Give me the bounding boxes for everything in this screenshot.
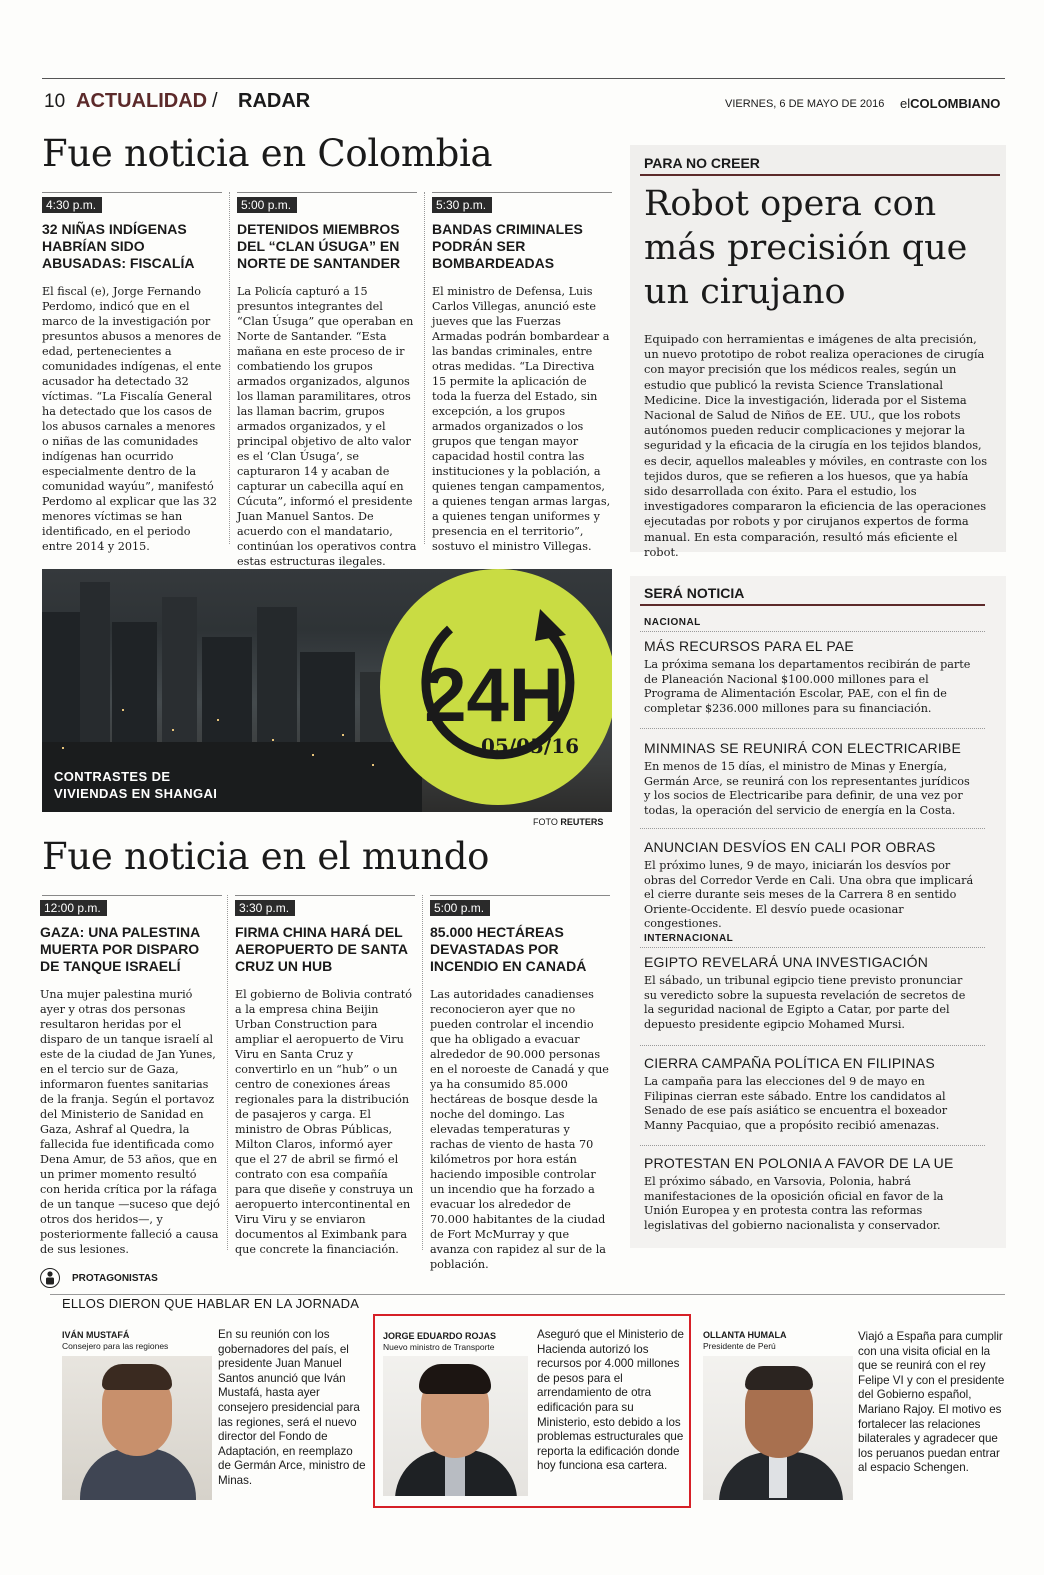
person-2-photo bbox=[383, 1356, 528, 1496]
badge-24h-text: 24H bbox=[424, 653, 564, 738]
story-time: 5:00 p.m. bbox=[237, 197, 297, 213]
brand-name: COLOMBIANO bbox=[910, 96, 1001, 111]
sera-item-headline: CIERRA CAMPAÑA POLÍTICA EN FILIPINAS bbox=[644, 1055, 935, 1071]
sera-item-headline: EGIPTO REVELARÁ UNA INVESTIGACIÓN bbox=[644, 954, 929, 970]
sera-item-5 bbox=[644, 1055, 974, 1133]
section-name: ACTUALIDAD bbox=[76, 90, 208, 112]
protagonistas-rule bbox=[50, 1294, 1005, 1295]
page-number: 10 bbox=[44, 91, 66, 112]
caption-line-1: CONTRASTES DE bbox=[54, 769, 171, 784]
person-2-text: Aseguró que el Ministerio de Hacienda autorizó los recursos por 4.000 millones de pesos para el arrendamiento de otra edificación para su Ministerio, esto debido a los problemas estructurales que reporta la edificación donde hoy funciona esa cartera. bbox=[537, 1328, 684, 1473]
person-3-text: Viajó a España para cumplir con una visita oficial en la que se reunirá con el rey Felipe VI y con el presidente del Gobierno español, Mariano Rajoy. El motivo es fortalecer las relaciones bilaterales y agradecer que los peruanos puedan entrar al espacio Schengen. bbox=[858, 1330, 1005, 1475]
story-time: 12:00 p.m. bbox=[40, 900, 107, 916]
sera-item-headline: MINMINAS SE REUNIRÁ CON ELECTRICARIBE bbox=[644, 740, 961, 756]
divider bbox=[640, 947, 985, 948]
sera-item-headline: ANUNCIAN DESVÍOS EN CALI POR OBRAS bbox=[644, 839, 936, 855]
story-headline: FIRMA CHINA HARÁ DEL AEROPUERTO DE SANTA CRUZ UN HUB bbox=[235, 924, 408, 974]
sera-item-headline: PROTESTAN EN POLONIA A FAVOR DE LA UE bbox=[644, 1155, 954, 1171]
photo-credit bbox=[533, 817, 603, 827]
story-headline: 32 NIÑAS INDÍGENAS HABRÍAN SIDO ABUSADAS: FISCALÍA bbox=[42, 221, 195, 271]
person-3-name: OLLANTA HUMALA bbox=[703, 1330, 787, 1340]
person-1-role: Consejero para las regiones bbox=[62, 1341, 169, 1351]
sera-noticia-rule bbox=[640, 604, 985, 606]
colombia-story-3 bbox=[432, 194, 612, 554]
person-3-role: Presidente de Perú bbox=[703, 1341, 776, 1351]
person-1-name: IVÁN MUSTAFÁ bbox=[62, 1330, 130, 1340]
category-international: INTERNACIONAL bbox=[644, 933, 734, 944]
badge-24h bbox=[380, 569, 612, 812]
story-time: 5:30 p.m. bbox=[432, 197, 492, 213]
story-body: Las autoridades canadienses reconocieron ayer que no pueden controlar el incendio que ha obligado a evacuar alrededor de 90.000 personas en el noroeste de Canadá y que ya ha consumido 85.000 hectáreas de bosque desde la noche del domingo. Las elevadas temperaturas y rachas de viento de hasta 70 kilómetros por hora están haciendo imposible controlar un incendio que ha forzado a evacuar los alrededor de 70.000 habitantes de la ciudad de Fort McMurray y que avanza con rapidez al sur de la población. bbox=[430, 988, 609, 1271]
sera-item-3 bbox=[644, 839, 974, 932]
sera-item-headline: MÁS RECURSOS PARA EL PAE bbox=[644, 638, 854, 654]
divider bbox=[640, 728, 985, 729]
robot-label-rule bbox=[640, 174, 1000, 176]
mundo-divider-1 bbox=[227, 895, 228, 1250]
person-1-text: En su reunión con los gobernadores del país, el presidente Juan Manuel Santos anunció que Iván Mustafá, hasta ayer consejero presidencial para las regiones, será el nuevo director del Fondo de Adaptación, en reemplazo de Germán Arce, ministro de Minas. bbox=[218, 1328, 366, 1487]
credit-name: REUTERS bbox=[560, 817, 604, 827]
story-headline: BANDAS CRIMINALES PODRÁN SER BOMBARDEADAS bbox=[432, 221, 583, 271]
colombia-divider-2 bbox=[424, 192, 425, 544]
sera-item-body: El próximo sábado, en Varsovia, Polonia, habrá manifestaciones de la oposición oficial en favor de la Unión Europea y en protesta contra las reformas legislativas del gobierno nacionalista y conservador. bbox=[644, 1175, 944, 1232]
divider bbox=[640, 828, 985, 829]
story-body: El gobierno de Bolivia contrató a la empresa china Beijin Urban Construction para ampliar el aeropuerto de Viru Viru en Santa Cruz y convertirlo en un “hub” o un centro de conexiones áreas regionales para la distribución de pasajeros y carga. El ministro de Obras Públicas, Milton Claros, informó ayer que el 27 de abril se firmó el contrato con esa compañía para que diseñe y construya un aeropuerto intercontinental en Viru Viru y se enviaron documentos al Eximbank para que concrete la financiación. bbox=[235, 988, 414, 1256]
mundo-divider-2 bbox=[422, 895, 423, 1250]
newspaper-brand bbox=[900, 96, 1000, 111]
sera-item-1 bbox=[644, 638, 974, 716]
sera-item-body: La campaña para las elecciones del 9 de mayo en Filipinas cierran este sábado. Entre los candidatos al Senado de ese país asiático se encuentra el boxeador Manny Pacquiao, que a propósito recibió amenazas. bbox=[644, 1075, 948, 1132]
sera-item-6 bbox=[644, 1155, 974, 1233]
story-headline: GAZA: UNA PALESTINA MUERTA POR DISPARO DE TANQUE ISRAELÍ bbox=[40, 924, 200, 974]
sera-item-body: El sábado, un tribunal egipcio tiene previsto pronunciar su veredicto sobre la supuesta revelación de secretos de la seguridad nacional de Egipto a Catar, por parte del depuesto presidente egipcio Mohamed Mursi. bbox=[644, 974, 966, 1031]
brand-prefix: el bbox=[900, 96, 911, 111]
divider bbox=[640, 631, 985, 632]
person-2-name: JORGE EDUARDO ROJAS bbox=[383, 1331, 497, 1341]
badge-date: 05/05/16 bbox=[480, 734, 580, 758]
section-separator: / bbox=[212, 90, 218, 112]
colombia-story-2 bbox=[237, 194, 417, 569]
story-time: 5:00 p.m. bbox=[430, 900, 490, 916]
story-time: 4:30 p.m. bbox=[42, 197, 102, 213]
story-headline: 85.000 HECTÁREAS DEVASTADAS POR INCENDIO EN CANADÁ bbox=[430, 924, 587, 974]
issue-date: VIERNES, 6 DE MAYO DE 2016 bbox=[725, 98, 885, 110]
sera-item-2 bbox=[644, 740, 974, 818]
colombia-title: Fue noticia en Colombia bbox=[42, 132, 493, 175]
sera-item-body: La próxima semana los departamentos recibirán de parte de Planeación Nacional $100.000 millones para el Programa de Alimentación Escolar, PAE, con el fin de completar $236.000 millones para su financiación. bbox=[644, 658, 971, 715]
story-body: Una mujer palestina murió ayer y otras dos personas resultaron heridas por el disparo de un tanque israelí al este de la ciudad de Jan Yunes, en el tercio sur de Gaza, informaron fuentes sanitarias de la franja. Según el portavoz del Ministerio de Sanidad en Gaza, Ashraf al Quedra, la fallecida fue identificada como Dena Amur, de 53 años, que en un primer momento resultó con herida crítica por la ráfaga de un tanque —suceso que dejó otros dos heridos—, y posteriormente falleció a causa de sus lesiones. bbox=[40, 988, 220, 1256]
divider bbox=[640, 1045, 985, 1046]
robot-body: Equipado con herramientas e imágenes de alta precisión, un nuevo prototipo de robot realiza operaciones de cirugía con mayor precisión que los médicos reales, según un estudio que publicó la revista Science Translational Medicine. Dice la investigación, liderada por el Sistema Nacional de Salud de Niños de EE. UU., que los robots autónomos pueden reducir complicaciones y mejorar la seguridad y la eficacia de la cirugía en los tejidos blandos, es decir, aquellos maleables y móviles, en contraste con los tejidos duros, que se refieren a los huesos, que ya había sido desarrollada con éxito. Para el estudio, los investigadores compararon la eficiencia de las operaciones ejecutadas por robots y por cirujanos expertos de forma manual. En esta comparación, resultó más eficiente el robot. bbox=[644, 332, 988, 559]
sera-item-body: En menos de 15 días, el ministro de Minas y Energía, Germán Arce, se reunirá con los representantes jurídicos y los socios de Electricaribe para definir, de una vez por todas, la operación del servicio de energía en la Costa. bbox=[644, 760, 970, 817]
story-headline: DETENIDOS MIEMBROS DEL “CLAN ÚSUGA” EN NORTE DE SANTANDER bbox=[237, 221, 401, 271]
sera-noticia-label: SERÁ NOTICIA bbox=[644, 585, 745, 601]
colombia-divider-1 bbox=[229, 192, 230, 544]
story-body: El ministro de Defensa, Luis Carlos Villegas, anunció este jueves que las Fuerzas Armadas podrán bombardear a las bandas criminales, entre otras medidas. “La Directiva 15 permite la aplicación de toda la fuerza del Estado, sin excepción, a los grupos armados organizados o los grupos que tengan mayor capacidad hostil contra las instituciones y la población, a quienes tengan campamentos, a quienes tengan armas largas, a quienes tengan uniformes y presencia en el territorio”, sostuvo el ministro Villegas. bbox=[432, 285, 611, 553]
protagonistas-label: PROTAGONISTAS bbox=[72, 1273, 158, 1284]
story-body: El fiscal (e), Jorge Fernando Perdomo, indicó que en el marco de la investigación por presuntos abusos a menores de edad, pertenecientes a comunidades indígenas, el ente acusador ha detectado 32 víctimas. “La Fiscalía General ha detectado que los casos de los abusos carnales a menores o niñas de las comunidades indígenas han ocurrido especialmente dentro de la comunidad wayúu”, manifestó Perdomo al explicar que las 32 menores víctimas se han identificado, en el periodo entre 2014 y 2015. bbox=[42, 285, 222, 553]
sera-item-body: El próximo lunes, 9 de mayo, iniciarán los desvíos por obras del Corredor Verde en Cali. Una obra que implicará el cierre durante seis meses de la Carrera 8 en sentido Oriente-Occidente. El desvío puede ocasionar congestiones. bbox=[644, 859, 974, 931]
photo-caption bbox=[54, 768, 217, 802]
person-3-photo bbox=[703, 1356, 853, 1500]
subsection-name: RADAR bbox=[238, 90, 311, 112]
caption-line-2: VIVIENDAS EN SHANGAI bbox=[54, 786, 218, 801]
story-time: 3:30 p.m. bbox=[235, 900, 295, 916]
colombia-story-1 bbox=[42, 194, 222, 554]
mundo-story-1 bbox=[40, 897, 220, 1257]
person-icon bbox=[40, 1268, 60, 1288]
mundo-story-3 bbox=[430, 897, 610, 1272]
story-body: La Policía capturó a 15 presuntos integrantes del “Clan Úsuga” que operaban en Norte de Santander. “Esta mañana en este proceso de ir combatiendo los grupos armados organizados, algunos los llaman paramilitares, otros las llaman bacrim, grupos armados organizados, y el principal objetivo de alto valor es el ‘Clan Úsuga’, se capturaron 14 y acaban de capturar un cabecilla aquí en Cúcuta”, informó el presidente Juan Manuel Santos. De acuerdo con el mandatario, continúan los operativos contra estas estructuras ilegales. bbox=[237, 285, 417, 568]
robot-label: PARA NO CREER bbox=[644, 155, 760, 171]
mundo-title: Fue noticia en el mundo bbox=[42, 835, 490, 878]
divider bbox=[640, 1145, 985, 1146]
header-rule bbox=[42, 78, 1005, 79]
person-2-role: Nuevo ministro de Transporte bbox=[383, 1342, 495, 1352]
category-national: NACIONAL bbox=[644, 617, 701, 628]
mundo-story-2 bbox=[235, 897, 415, 1257]
robot-title: Robot opera con más precisión que un cirujano bbox=[644, 184, 968, 312]
sera-item-4 bbox=[644, 954, 974, 1032]
person-1-photo bbox=[62, 1356, 212, 1500]
protagonistas-subtitle: ELLOS DIERON QUE HABLAR EN LA JORNADA bbox=[62, 1296, 360, 1311]
credit-prefix: FOTO bbox=[533, 817, 558, 827]
